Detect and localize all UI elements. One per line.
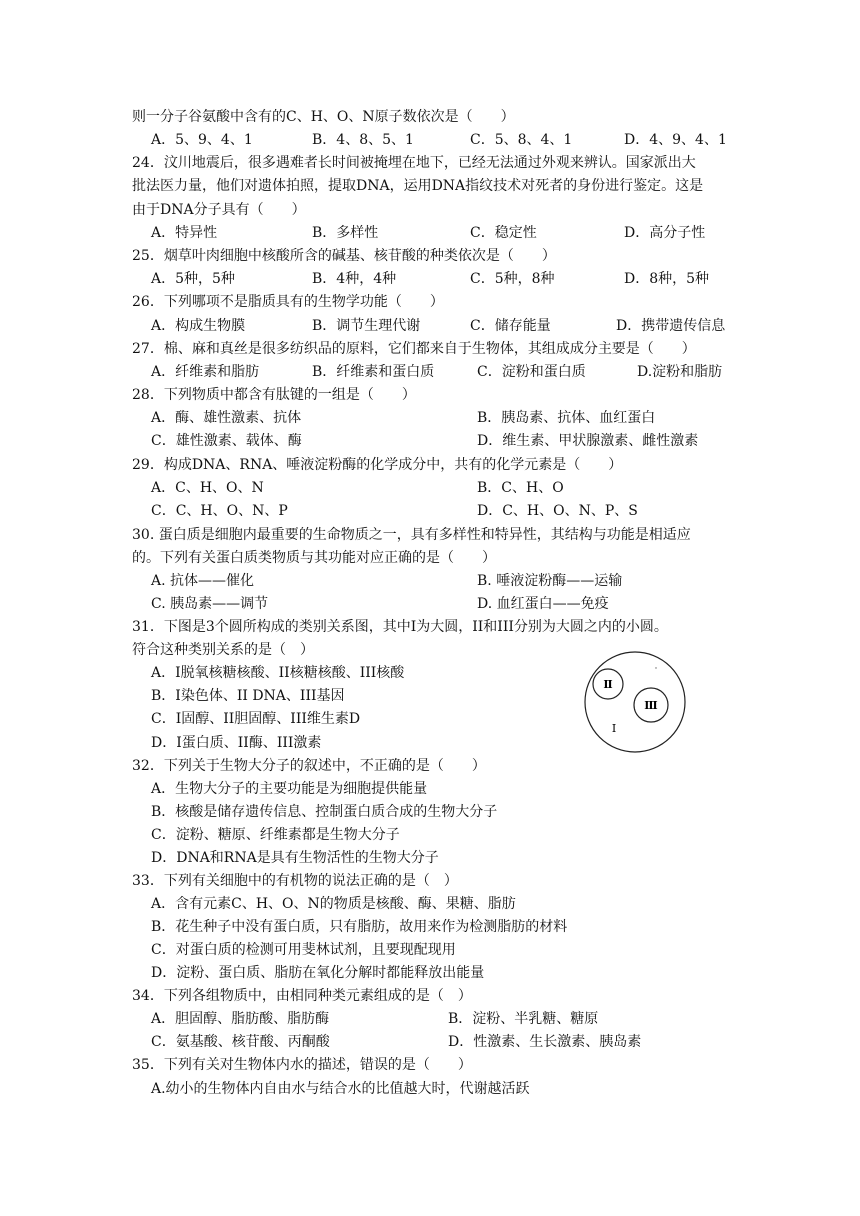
q24-option-b: B．多样性: [312, 225, 379, 241]
q26-option-b: B．调节生理代谢: [312, 318, 421, 334]
q28-option-a: A．酶、雄性激素、抗体: [151, 410, 302, 426]
q27-stem: 27．棉、麻和真丝是很多纺织品的原料，它们都来自于生物体，其组成成分主要是（ ）: [132, 341, 696, 357]
label-I: I: [611, 722, 617, 735]
q27-option-a: A．纤维素和脂肪: [151, 364, 260, 380]
q24-stem-line-2: 批法医力量，他们对遗体拍照，提取DNA，运用DNA指纹技术对死者的身份进行鉴定。这是: [132, 178, 704, 194]
q31-stem-line-1: 31．下图是3个圆所构成的类别关系图，其中I为大圆，II和III分别为大圆之内的小圆。: [132, 619, 668, 635]
q35-option-a: A.幼小的生物体内自由水与结合水的比值越大时，代谢越活跃: [151, 1081, 530, 1097]
q32-option-c: C．淀粉、糖原、纤维素都是生物大分子: [151, 827, 400, 843]
q34-option-b: B．淀粉、半乳糖、糖原: [448, 1011, 599, 1027]
q28-stem: 28．下列物质中都含有肽键的一组是（ ）: [132, 387, 416, 403]
label-III: Ⅲ: [644, 699, 658, 712]
label-II: Ⅱ: [603, 678, 613, 691]
q33-option-a: A．含有元素C、H、O、N的物质是核酸、酶、果糖、脂肪: [151, 896, 516, 912]
q23-option-b: B．4、8、5、1: [312, 132, 414, 148]
q31-stem-line-2: 符合这种类别关系的是（ ）: [132, 642, 314, 658]
q34-option-a: A．胆固醇、脂肪酸、脂肪酶: [151, 1011, 330, 1027]
q32-option-a: A．生物大分子的主要功能是为细胞提供能量: [151, 781, 428, 797]
q29-option-d: D．C、H、O、N、P、S: [477, 503, 638, 519]
q26-stem: 26．下列哪项不是脂质具有的生物学功能（ ）: [132, 294, 444, 310]
category-circles-diagram: [574, 650, 696, 754]
q33-option-c: C．对蛋白质的检测可用斐林试剂，且要现配现用: [151, 942, 456, 958]
q30-option-a: A. 抗体——催化: [151, 573, 255, 589]
q33-option-d: D．淀粉、蛋白质、脂肪在氧化分解时都能释放出能量: [151, 965, 485, 981]
q24-option-a: A．特异性: [151, 225, 218, 241]
q23-option-d: D．4、9、4、1: [624, 132, 727, 148]
q30-stem-line-2: 的。下列有关蛋白质类物质与其功能对应正确的是（ ）: [132, 550, 496, 566]
q32-option-b: B．核酸是储存遗传信息、控制蛋白质合成的生物大分子: [151, 804, 498, 820]
q29-option-b: B．C、H、O: [477, 480, 564, 496]
q29-option-c: C．C、H、O、N、P: [151, 503, 288, 519]
q28-option-b: B．胰岛素、抗体、血红蛋白: [477, 410, 656, 426]
q35-stem: 35．下列有关对生物体内水的描述，错误的是（ ）: [132, 1057, 472, 1073]
q25-option-d: D．8种，5种: [624, 271, 710, 287]
q25-option-a: A．5种，5种: [151, 271, 235, 287]
q23-option-a: A．5、9、4、1: [151, 132, 253, 148]
speck: [655, 667, 656, 668]
q32-stem: 32．下列关于生物大分子的叙述中，不正确的是（ ）: [132, 758, 486, 774]
q25-stem: 25．烟草叶肉细胞中核酸所含的碱基、核苷酸的种类依次是（ ）: [132, 248, 556, 264]
q31-option-b: B．I染色体、II DNA、III基因: [151, 688, 345, 704]
q31-option-c: C．I固醇、II胆固醇、III维生素D: [151, 711, 361, 727]
q29-stem: 29．构成DNA、RNA、唾液淀粉酶的化学成分中，共有的化学元素是（ ）: [132, 457, 623, 473]
q31-option-a: A．I脱氧核糖核酸、II核糖核酸、III核酸: [151, 665, 405, 681]
big-circle-I: [585, 652, 685, 752]
q31-option-d: D．I蛋白质、II酶、III激素: [151, 735, 322, 751]
q25-option-c: C．5种，8种: [470, 271, 555, 287]
q23-option-c: C．5、8、4、1: [470, 132, 573, 148]
q26-option-c: C．储存能量: [470, 318, 551, 334]
q33-option-b: B．花生种子中没有蛋白质，只有脂肪，故用来作为检测脂肪的材料: [151, 919, 568, 935]
q24-stem-line-1: 24．汶川地震后，很多遇难者长时间被掩埋在地下，已经无法通过外观来辨认。国家派出大: [132, 155, 696, 171]
q27-option-c: C．淀粉和蛋白质: [477, 364, 586, 380]
q34-option-d: D．性激素、生长激素、胰岛素: [448, 1034, 642, 1050]
q24-stem-line-3: 由于DNA分子具有（ ）: [132, 202, 306, 218]
q30-option-b: B. 唾液淀粉酶——运输: [477, 573, 623, 589]
q27-option-b: B．纤维素和蛋白质: [312, 364, 435, 380]
q34-stem: 34．下列各组物质中，由相同种类元素组成的是（ ）: [132, 988, 472, 1004]
q33-stem: 33．下列有关细胞中的有机物的说法正确的是（ ）: [132, 873, 458, 889]
q30-stem-line-1: 30. 蛋白质是细胞内最重要的生命物质之一，具有多样性和特异性，其结构与功能是相适应: [132, 527, 691, 543]
q30-option-d: D. 血红蛋白——免疫: [477, 596, 609, 612]
q26-option-a: A．构成生物膜: [151, 318, 246, 334]
q28-option-c: C．雄性激素、载体、酶: [151, 433, 302, 449]
q27-option-d: D.淀粉和脂肪: [637, 364, 723, 380]
q25-option-b: B．4种，4种: [312, 271, 397, 287]
q23-stem-tail: 则一分子谷氨酸中含有的C、H、O、N原子数依次是（ ）: [132, 109, 515, 125]
q26-option-d: D．携带遗传信息: [616, 318, 726, 334]
q30-option-c: C. 胰岛素——调节: [151, 596, 269, 612]
q28-option-d: D．维生素、甲状腺激素、雌性激素: [477, 433, 699, 449]
q29-option-a: A．C、H、O、N: [151, 480, 264, 496]
q24-option-d: D．高分子性: [624, 225, 706, 241]
q34-option-c: C．氨基酸、核苷酸、丙酮酸: [151, 1034, 330, 1050]
q32-option-d: D．DNA和RNA是具有生物活性的生物大分子: [151, 850, 439, 866]
q24-option-c: C．稳定性: [470, 225, 537, 241]
